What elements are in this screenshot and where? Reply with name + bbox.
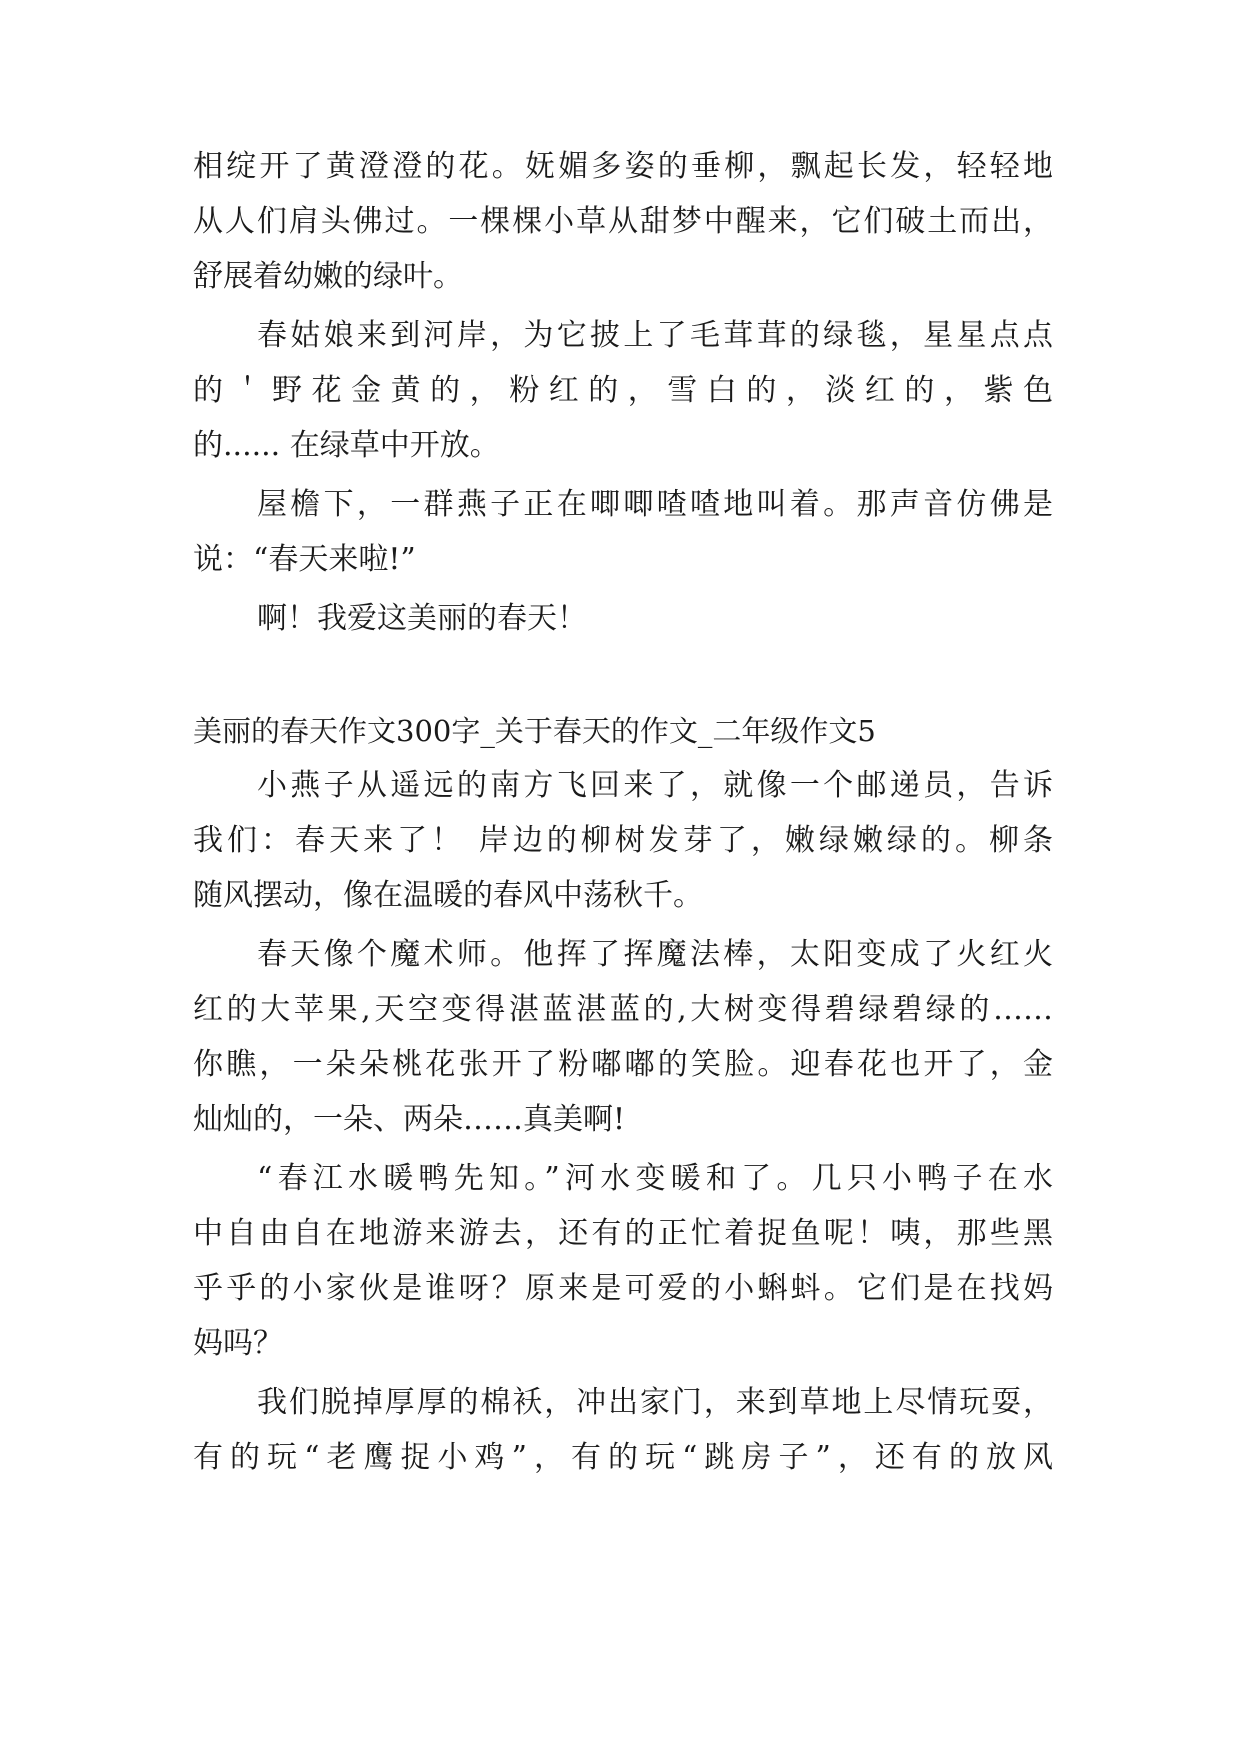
text-line: 有的玩“老鹰捉小鸡”，有的玩“跳房子”，还有的放风 xyxy=(193,1440,1053,1475)
text-line: 随风摆动，像在温暖的春风中荡秋千。 xyxy=(193,878,703,913)
text-line: “春江水暖鸭先知。”河水变暖和了。几只小鸭子在水 xyxy=(257,1161,1053,1196)
text-line: 的＇野花金黄的，粉红的，雪白的，淡红的，紫色 xyxy=(193,373,1053,408)
text-line: 啊！我爱这美丽的春天！ xyxy=(257,601,587,636)
text-line: 屋檐下，一群燕子正在唧唧喳喳地叫着。那声音仿佛是 xyxy=(257,487,1053,522)
text-line: 妈吗？ xyxy=(193,1326,283,1361)
text-line: 从人们肩头佛过。一棵棵小草从甜梦中醒来，它们破土而出， xyxy=(193,204,1053,239)
text-line: 春姑娘来到河岸，为它披上了毛茸茸的绿毯，星星点点 xyxy=(257,318,1053,353)
text-line: 你瞧，一朵朵桃花张开了粉嘟嘟的笑脸。迎春花也开了，金 xyxy=(193,1047,1053,1082)
text-line: 我们：春天来了！ 岸边的柳树发芽了，嫩绿嫩绿的。柳条 xyxy=(193,823,1053,858)
text-line: 红的大苹果,天空变得湛蓝湛蓝的,大树变得碧绿碧绿的…… xyxy=(193,992,1053,1027)
text-line: 的...... 在绿草中开放。 xyxy=(193,428,500,463)
section-heading: 美丽的春天作文300字_关于春天的作文_二年级作文5 xyxy=(193,714,876,748)
text-line: 我们脱掉厚厚的棉袄，冲出家门，来到草地上尽情玩耍， xyxy=(257,1385,1053,1420)
text-line: 说：“春天来啦!” xyxy=(193,542,416,577)
text-line: 相绽开了黄澄澄的花。妩媚多姿的垂柳，飘起长发，轻轻地 xyxy=(193,149,1053,184)
text-line: 乎乎的小家伙是谁呀？原来是可爱的小蝌蚪。它们是在找妈 xyxy=(193,1271,1053,1306)
text-line: 灿灿的，一朵、两朵……真美啊! xyxy=(193,1102,626,1137)
text-line: 春天像个魔术师。他挥了挥魔法棒，太阳变成了火红火 xyxy=(257,937,1053,972)
text-line: 中自由自在地游来游去，还有的正忙着捉鱼呢！咦，那些黑 xyxy=(193,1216,1053,1251)
text-line: 舒展着幼嫩的绿叶。 xyxy=(193,259,463,294)
text-line: 小燕子从遥远的南方飞回来了，就像一个邮递员，告诉 xyxy=(257,768,1053,803)
